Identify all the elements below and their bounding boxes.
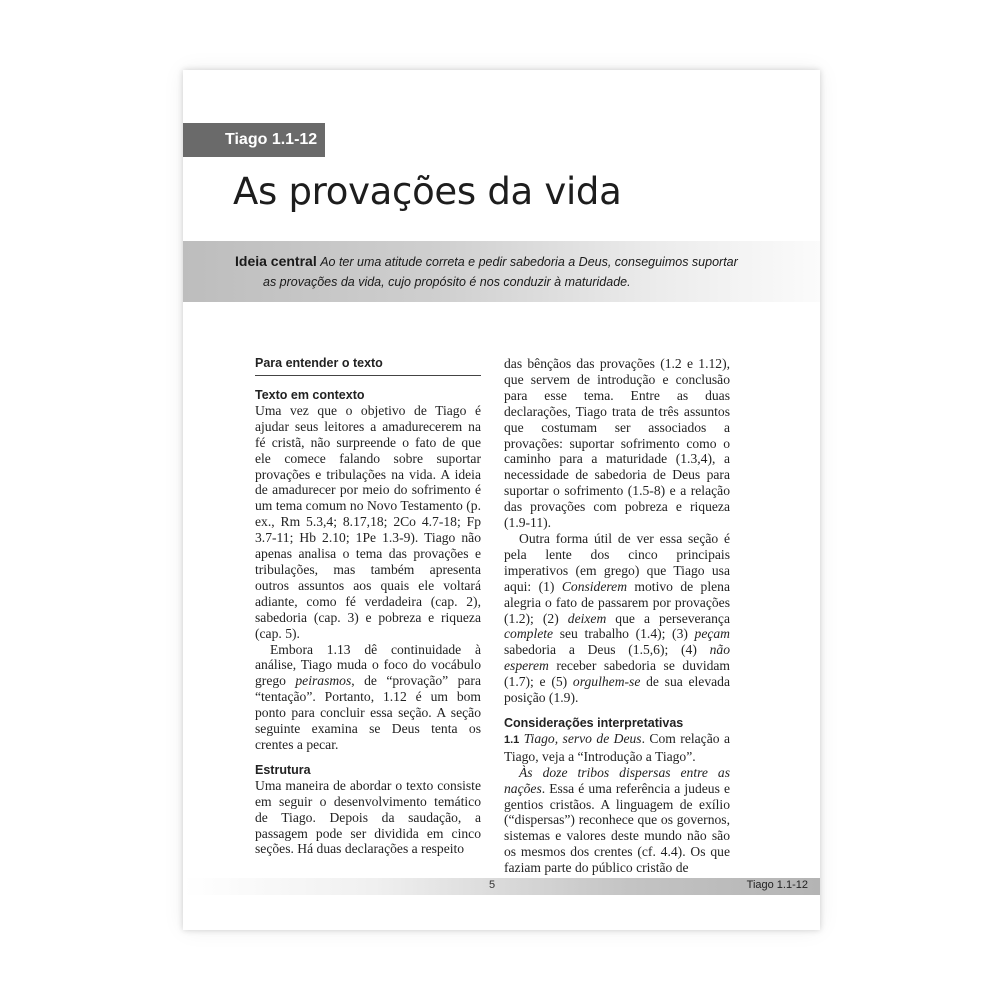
left-column	[255, 356, 481, 857]
context-heading: Texto em contexto	[255, 387, 365, 402]
verse-ref: 1.1	[504, 733, 520, 746]
imperative-2: deixem	[567, 610, 607, 626]
verse-comment: . Com relação a Tiago, veja a “Introdução a Tiago”.	[504, 730, 730, 764]
verse-1-1-paragraph	[504, 731, 730, 765]
imperative-2b: complete	[504, 626, 554, 642]
central-idea-line1: Ao ter uma atitude correta e pedir sabedoria a Deus, conseguimos suportar	[320, 255, 738, 269]
right-column	[504, 356, 730, 876]
imperative-5: orgulhem-se	[572, 674, 641, 690]
book-page	[183, 70, 820, 930]
page-title: As provações da vida	[233, 170, 622, 213]
running-reference: Tiago 1.1-12	[746, 879, 808, 891]
central-idea-line2: as provações da vida, cujo propósito é nos conduzir à maturidade.	[263, 275, 631, 289]
imperatives-text-c: que a perseverança	[606, 610, 730, 626]
considerations-heading: Considerações interpretativas	[504, 715, 684, 730]
central-idea-banner	[183, 241, 820, 302]
imperatives-paragraph	[504, 531, 730, 706]
imperative-4: não esperem	[504, 642, 730, 674]
context-p2-text-b: , de “provação” para “tentação”. Portanto, 1.12 é um bom ponto para concluir essa seção. A seção seguinte examina se Deus tenta os crentes a pecar.	[255, 673, 481, 752]
page-footer	[183, 878, 820, 895]
tribes-paragraph	[504, 765, 730, 876]
imperatives-text-a: Outra forma útil de ver essa seção é pela lente dos cinco principais imperativos (em grego) que Tiago usa aqui: (1)	[504, 530, 730, 594]
imperatives-text-f: receber sabedoria se duvidam (1.7); e (5)	[504, 658, 730, 690]
imperatives-text-b: motivo de plena alegria o fato de passarem por provações (1.2); (2)	[504, 578, 730, 626]
imperatives-text-d: seu trabalho (1.4); (3)	[553, 626, 695, 642]
central-idea-text	[235, 251, 795, 292]
imperative-1: Considerem	[561, 578, 628, 594]
page-number: 5	[489, 879, 496, 891]
structure-heading: Estrutura	[255, 762, 311, 777]
imperative-3: peçam	[694, 626, 730, 642]
verse-quote: Tiago, servo de Deus	[523, 730, 642, 746]
context-paragraph-1: Uma vez que o objetivo de Tiago é ajudar seus leitores a amadurecerem na fé cristã, não surpreende o fato de que ele comece falando sobre suportar provações e tribulações na vida. A ideia de amadurecer por meio do sofrimento é um tema comum no Novo Testamento (p. ex., Rm 5.3,4; 8.17,18; 2Co 4.7-18; Fp 3.7-11; Hb 2.10; 1Pe 1.3-9). Tiago não apenas analisa o tema das provações e tribulações, mas também apresenta outros assuntos aos quais ele voltará adiante, como fé verdadeira (cap. 2), sabedoria (cap. 3) e pobreza e riqueza (cap. 5).	[255, 402, 481, 641]
structure-paragraph: Uma maneira de abordar o texto consiste em seguir o desenvolvimento temático de Tiago. Depois da saudação, a passagem pode ser dividida em cinco seções. Há duas declarações a respeito	[255, 777, 481, 857]
context-p2-greek-word: peirasmos	[295, 673, 352, 689]
context-p2-text-a: Embora 1.13 dê continuidade à análise, Tiago muda o foco do vocábulo grego	[255, 641, 481, 689]
central-idea-label: Ideia central	[235, 253, 317, 269]
imperatives-text-e: sabedoria a Deus (1.5,6); (4)	[504, 642, 710, 658]
passage-tab: Tiago 1.1-12	[183, 123, 325, 157]
tribes-quote: Às doze tribos dispersas entre as nações	[504, 764, 730, 796]
section-heading: Para entender o texto	[255, 356, 481, 376]
imperatives-text-g: de sua elevada posição (1.9).	[504, 674, 731, 706]
context-paragraph-2	[255, 642, 481, 753]
structure-paragraph-cont: das bênçãos das provações (1.2 e 1.12), que servem de introdução e conclusão para esse tema. Entre as duas declarações, Tiago trata de três assuntos que costumam ser associados a provações: suportar sofrimento como o caminho para a maturidade (1.3,4), a necessidade de sabedoria de Deus para suportar o sofrimento (1.5-8) e a relação das provações com pobreza e riqueza (1.9-11).	[504, 356, 730, 531]
tribes-comment: . Essa é uma referência a judeus e gentios cristãos. A linguagem de exílio (“dispersas”) reconhece que os governos, sistemas e valores deste mundo não são os mesmos dos crentes (cf. 4.4). Os que faziam parte do público cristão de	[504, 780, 730, 876]
